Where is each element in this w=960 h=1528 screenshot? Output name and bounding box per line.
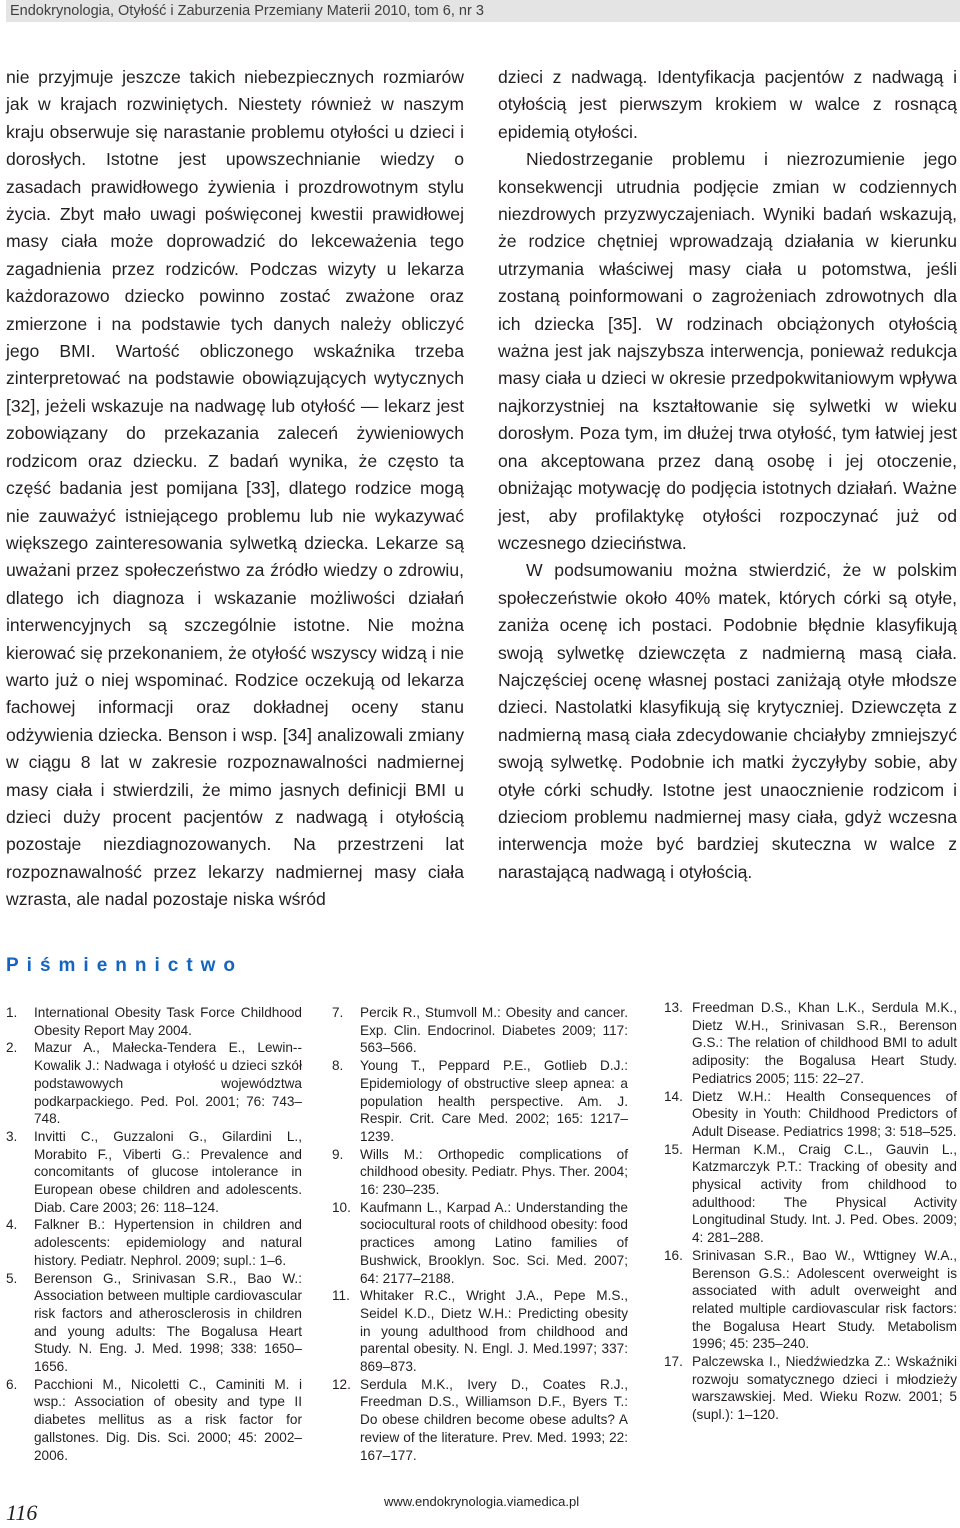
reference-item: [6, 1216, 302, 1269]
reference-text: Whitaker R.C., Wright J.A., Pepe M.S., Seidel K.D., Dietz W.H.: Predicting obesity in young adulthood from childhood and parental obesity. N. Engl. J. Med.1997; 337: 869–873.: [360, 1288, 628, 1375]
reference-item: [6, 1004, 302, 1039]
reference-text: Palczewska I., Niedźwiedzka Z.: Wskaźniki rozwoju somatycznego dzieci i młodzieży warszawskiej. Med. Wieku Rozw. 2001; 5 (supl.): 1–120.: [692, 1354, 957, 1423]
reference-text: Berenson G., Srinivasan S.R., Bao W.: Association between multiple cardiovascular risk factors and atherosclerosis in children and young adults: The Bogalusa Heart Study. N. Eng. J. Med. 1998; 338: 1650–1656.: [34, 1270, 302, 1375]
references-heading: Piśmiennictwo: [6, 955, 244, 976]
reference-number: 16.: [664, 1247, 683, 1263]
reference-text: Mazur A., Małecka-Tendera E., Lewin--Kowalik J.: Nadwaga i otyłość u dzieci szkół podstawowych województwa podkarpackiego. Ped. Pol. 2001; 76: 743–748.: [34, 1040, 302, 1127]
reference-text: International Obesity Task Force Childhood Obesity Report May 2004.: [34, 1005, 302, 1038]
reference-item: [332, 1376, 628, 1465]
reference-item: [664, 1247, 957, 1353]
reference-number: 4.: [6, 1217, 18, 1233]
body-column-left: [6, 64, 464, 914]
reference-text: Wills M.: Orthopedic complications of childhood obesity. Pediatr. Phys. Ther. 2004; 16: 230–235.: [360, 1146, 628, 1198]
references-column-2: [332, 1004, 628, 1464]
reference-text: Kaufmann L., Karpad A.: Understanding the sociocultural roots of childhood obesity: food practices among Latino families of Bushwick, Brooklyn. Soc. Sci. Med. 2007; 64: 2177–2188.: [360, 1199, 628, 1286]
journal-citation-line: Endokrynologia, Otyłość i Zaburzenia Przemiany Materii 2010, tom 6, nr 3: [10, 3, 484, 19]
reference-number: 17.: [664, 1354, 683, 1370]
body-paragraph: dzieci z nadwagą. Identyfikacja pacjentów z nadwagą i otyłością jest pierwszym krokiem w walce z rosnącą epidemią otyłości.: [498, 67, 957, 142]
reference-text: Falkner B.: Hypertension in children and adolescents: epidemiology and natural history. Pediatr. Nephrol. 2009; supl.: 1–6.: [34, 1217, 302, 1268]
reference-item: [332, 1004, 628, 1057]
reference-number: 10.: [332, 1199, 351, 1215]
reference-item: [332, 1057, 628, 1146]
reference-text: Young T., Peppard P.E., Gotlieb D.J.: Epidemiology of obstructive sleep apnea: a population health perspective. Am. J. Respir. Crit. Care Med. 2002; 165: 1217–1239.: [360, 1058, 628, 1144]
reference-item: [664, 999, 957, 1088]
reference-text: Herman K.M., Craig C.L., Gauvin L., Katzmarczyk P.T.: Tracking of obesity and physical activity from childhood to adulthood: The Physical Activity Longitudinal Study. Int. J. Ped. Obes. 2009; 4: 281–288.: [692, 1141, 957, 1246]
reference-number: 1.: [6, 1005, 18, 1020]
running-header: [6, 0, 960, 22]
references-column-1: [6, 1004, 302, 1464]
reference-item: [6, 1039, 302, 1128]
reference-item: [664, 1088, 957, 1141]
body-paragraph: nie przyjmuje jeszcze takich niebezpiecznych rozmiarów jak w krajach rozwiniętych. Niestety również w naszym kraju obserwuje się narastanie problemu otyłości u dzieci i dorosłych. Istotne jest upowszechnianie wiedzy o zasadach prawidłowego żywienia i prozdrowotnym stylu życia. Zbyt mało uwagi poświęconej kwestii prawidłowej masy ciała może doprowadzić do lekceważenia tego zagadnienia przez rodziców. Podczas wizyty u lekarza każdorazowo dziecko powinno zostać zważone oraz zmierzone i na podstawie tych danych należy obliczyć jego BMI. Wartość obliczonego wskaźnika trzeba zinterpretować na podstawie obowiązujących wytycznych [32], jeżeli wskazuje na nadwagę lub otyłość — lekarz jest zobowiązany do przekazania zaleceń żywieniowych rodzicom oraz dziecku. Z badań wynika, że często ta część badania jest pomijana [33], dlatego rodzice mogą nie zauważyć istniejącego problemu lub nie wykazywać większego zainteresowania sylwetką dziecka. Lekarze są uważani przez społeczeństwo za źródło wiedzy o zdrowiu, dlatego ich diagnoza i wskazanie możliwości działań interwencyjnych są szczególnie istotne. Nie można kierować się przekonaniem, że otyłość wszyscy widzą i nie warto już o niej wspominać. Rodzice oczekują od lekarza fachowej informacji oraz dokładnej oceny stanu odżywienia dziecka. Benson i wsp. [34] analizowali zmiany w ciągu 8 lat w zakresie rozpoznawalności nadmiernej masy ciała i stwierdzili, że mimo jasnych definicji BMI u dzieci duży procent pacjentów z nadwagą i otyłością pozostaje niezdiagnozowanych. Na przestrzeni lat rozpoznawalność przez lekarzy nadmiernej masy ciała wzrasta, ale nadal pozostaje niska wśród: [6, 67, 464, 910]
reference-item: [664, 1141, 957, 1247]
reference-number: 2.: [6, 1040, 18, 1056]
reference-text: Pacchioni M., Nicoletti C., Caminiti M. i wsp.: Association of obesity and type II diabetes mellitus as a risk factor for gallstones. Dig. Dis. Sci. 2000; 45: 2002–2006.: [34, 1376, 302, 1463]
reference-item: [332, 1199, 628, 1288]
reference-number: 12.: [332, 1376, 351, 1392]
reference-number: 11.: [332, 1288, 350, 1304]
reference-number: 7.: [332, 1005, 344, 1020]
footer-url[interactable]: www.endokrynologia.viamedica.pl: [384, 1494, 580, 1509]
reference-text: Serdula M.K., Ivery D., Coates R.J., Freedman D.S., Williamson D.F., Byers T.: Do obese children become obese adults? A review of the literature. Prev. Med. 1993; 22: 167–177.: [360, 1376, 628, 1463]
reference-text: Invitti C., Guzzaloni G., Gilardini L., Morabito F., Viberti G.: Prevalence and concomitants of glucose intolerance in European obese children and adolescents. Diab. Care 2003; 26: 118–124.: [34, 1128, 302, 1215]
reference-text: Freedman D.S., Khan L.K., Serdula M.K., Dietz W.H., Srinivasan S.R., Berenson G.S.: The relation of childhood BMI to adult adiposity: the Bogalusa Heart Study. Pediatrics 2005; 115: 22–27.: [692, 1000, 957, 1086]
reference-text: Percik R., Stumvoll M.: Obesity and cancer. Exp. Clin. Endocrinol. Diabetes 2009; 117: 563–566.: [360, 1005, 628, 1056]
reference-item: [6, 1128, 302, 1217]
page-number: 116: [6, 1500, 38, 1525]
reference-item: [664, 1353, 957, 1424]
reference-number: 5.: [6, 1270, 18, 1286]
reference-item: [6, 1376, 302, 1465]
reference-text: Dietz W.H.: Health Consequences of Obesity in Youth: Childhood Predictors of Adult Disease. Pediatrics 1998; 3: 518–525.: [692, 1088, 957, 1139]
reference-text: Srinivasan S.R., Bao W., Wttigney W.A., Berenson G.S.: Adolescent overweight is associated with adult overweight and related multiple cardiovascular risk factors: the Bogalusa Heart Study. Metabolism 1996; 45: 235–240.: [692, 1247, 957, 1352]
references-column-3: [664, 999, 957, 1424]
body-column-right: [498, 64, 957, 886]
reference-number: 6.: [6, 1376, 18, 1392]
reference-number: 13.: [664, 1000, 683, 1015]
reference-number: 9.: [332, 1146, 344, 1162]
reference-item: [6, 1270, 302, 1376]
body-paragraph: W podsumowaniu można stwierdzić, że w polskim społeczeństwie około 40% matek, których córki są otyłe, zaniża ocenę ich postaci. Podobnie błędnie klasyfikują swoją sylwetkę dziewczęta z nadmierną masą ciała. Najczęściej ocenę własnej postaci zaniżają otyłe młodsze dzieci. Nastolatki klasyfikują się krytyczniej. Dziewczęta z nadmierną masą ciała zdecydowanie chciałyby zmniejszyć swoją sylwetkę. Podobnie ich matki życzyłyby sobie, aby otyłe córki schudły. Istotne jest unaocznienie rodzicom i dzieciom problemu nadmiernej masy ciała, gdyż wczesna interwencja może być bardziej skuteczna w walce z narastającą nadwagą i otyłością.: [498, 560, 957, 882]
body-paragraph: Niedostrzeganie problemu i niezrozumienie jego konsekwencji utrudnia podjęcie zmian w codziennych niezdrowych przyzwyczajeniach. Wyniki badań wskazują, że rodzice chętniej wprowadzają działania w kierunku utrzymania właściwej masy ciała u potomstwa, jeśli zostaną poinformowani o zagrożeniach zdrowotnych dla ich dziecka [35]. W rodzinach obciążonych otyłością ważna jest jak najszybsza interwencja, ponieważ redukcja masy ciała u dzieci w okresie przedpokwitaniowym wpływa najkorzystniej na kształtowanie się sylwetki w wieku dorosłym. Poza tym, im dłużej trwa otyłość, tym łatwiej jest ona akceptowana przez daną osobę i jej otoczenie, obniżając motywację do podjęcia istotnych działań. Ważne jest, aby profilaktykę otyłości rozpoczynać już od wczesnego dzieciństwa.: [498, 149, 957, 553]
reference-number: 8.: [332, 1058, 344, 1074]
reference-item: [332, 1146, 628, 1199]
reference-number: 14.: [664, 1088, 683, 1104]
reference-number: 3.: [6, 1128, 18, 1144]
reference-number: 15.: [664, 1141, 683, 1157]
reference-item: [332, 1287, 628, 1376]
